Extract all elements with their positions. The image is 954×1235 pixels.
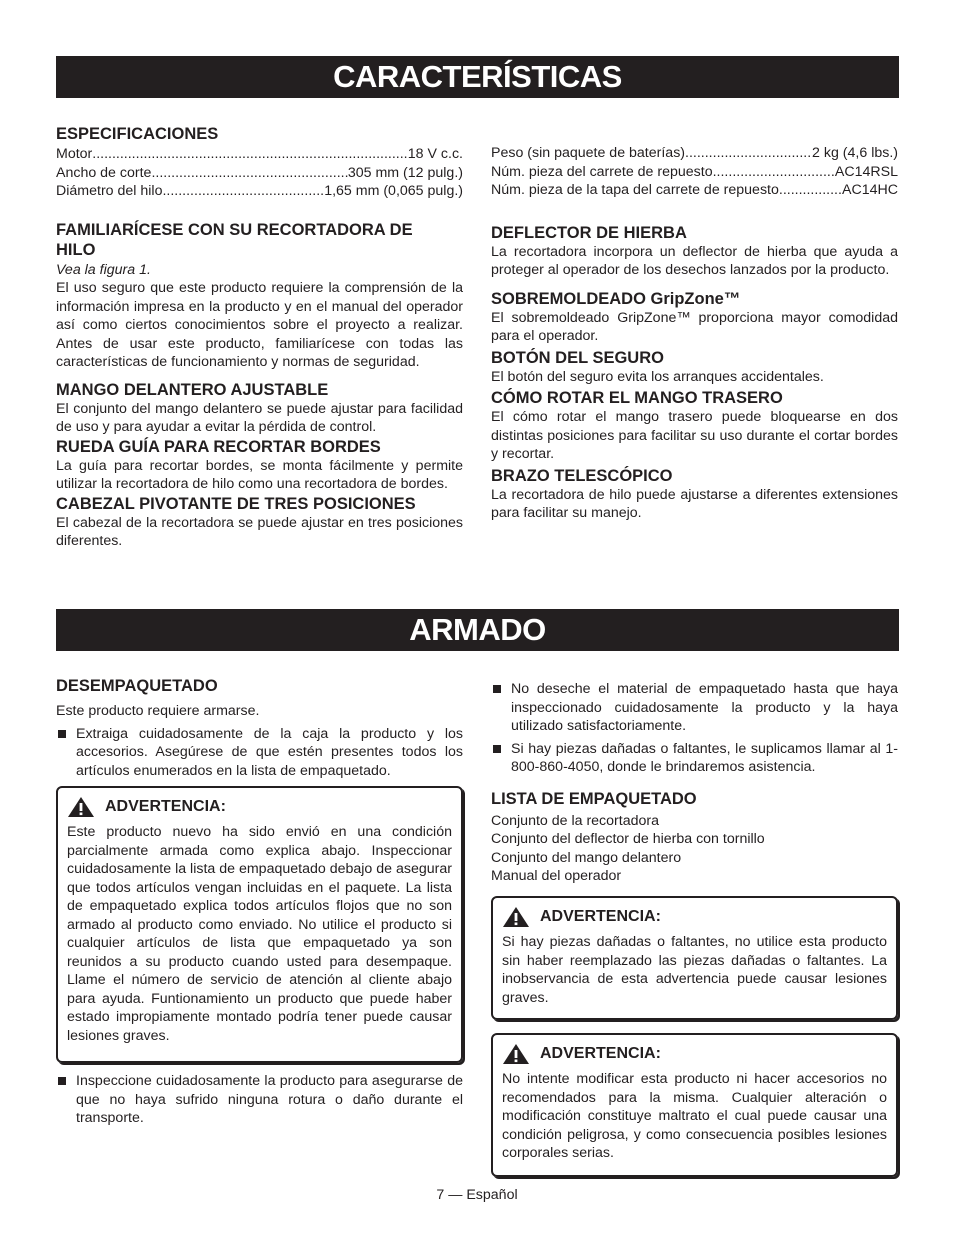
warning-body: No intente modificar esta producto ni hacer accesorios no recomendados para la misma. Cualquier alteración o modificación constituye maltrato el cual puede causar una condición peligrosa, y como consecuencia posibles lesiones corporales serias. [502, 1071, 887, 1161]
familiarice-heading: FAMILIARÍCESE CON SU RECORTADORA DE HILO [56, 220, 413, 259]
cabezal-heading: CABEZAL PIVOTANTE DE TRES POSICIONES [56, 494, 416, 513]
list-item: Conjunto del mango delantero [491, 849, 682, 866]
desempaquetado-intro: Este producto requiere armarse. [56, 703, 260, 719]
armado-right-column [491, 680, 898, 886]
spec-row: Ancho de corte ..... 305 mm (12 pulg.) [56, 164, 463, 183]
brazo-body: La recortadora de hilo puede ajustarse a diferentes extensiones para facilitar su manejo. [491, 486, 898, 521]
warning-title: ADVERTENCIA: [67, 796, 452, 818]
spec-row: Peso (sin paquete de baterías) ..... 2 kg (4,6 lbs.) [491, 144, 898, 163]
warning-title: ADVERTENCIA: [502, 1043, 887, 1065]
warning-box [56, 786, 463, 1063]
warning-body: Este producto nuevo ha sido envió en una condición parcialmente armada como explica abajo. Inspeccionar cuidadosamente la lista de empaquetado debajo de asegurar que todos artículos vengan incluidas en el paquete. La lista de empaquetado explica todos artículos flojos que no son armado al producto como enviado. No utilice el producto si cualquier artículos de lista que empaquetado ya son reunidos a su producto cuando usted para desempaque. Llame el número de servicio de atención al cliente abajo para ayuda. Funtionamiento un producto que puede haber estado impropiamente montado podría tener puede causar lesiones graves. [67, 824, 452, 1044]
warning-triangle-icon [502, 906, 530, 928]
warning-triangle-icon [502, 1043, 530, 1065]
list-item: Conjunto del deflector de hierba con tornillo [491, 831, 765, 847]
specs-list-right [491, 144, 898, 200]
section-title-armado: ARMADO [56, 609, 899, 651]
bullet-square-icon [493, 685, 501, 693]
spec-row: Diámetro del hilo ..... 1,65 mm (0,065 pulg.) [56, 182, 463, 201]
lista-heading: LISTA DE EMPAQUETADO [491, 789, 697, 808]
list-item: Conjunto de la recortadora [491, 812, 659, 829]
desempaquetado-heading: DESEMPAQUETADO [56, 677, 218, 695]
bullet-item: Inspeccione cuidadosamente la producto para asegurarse de que no haya sufrido ninguna rotura o daño durante el transporte. [56, 1072, 463, 1128]
warning-triangle-icon [67, 796, 95, 818]
brazo-heading: BRAZO TELESCÓPICO [491, 466, 673, 485]
bullet-item: No deseche el material de empaquetado hasta que haya inspeccionado cuidadosamente la producto y la haya utilizado satisfactoriamente. [491, 680, 898, 736]
mango-heading: MANGO DELANTERO AJUSTABLE [56, 380, 329, 399]
warning-body: Si hay piezas dañadas o faltantes, no utilice esta producto sin haber reemplazado las piezas dañadas o faltantes. La inobservancia de esta advertencia puede causar lesiones graves. [502, 934, 887, 1006]
armado-left-column [56, 676, 463, 780]
specs-list-left [56, 145, 463, 201]
warning-box [491, 896, 898, 1020]
figure-reference: Vea la figura 1. [56, 261, 151, 278]
boton-body: El botón del seguro evita los arranques accidentales. [491, 368, 824, 385]
packing-list [491, 812, 898, 886]
bullet-square-icon [58, 730, 66, 738]
bullet-square-icon [493, 745, 501, 753]
warning-title: ADVERTENCIA: [502, 906, 887, 928]
deflector-body: La recortadora incorpora un deflector de hierba que ayuda a proteger al operador de los desechos lanzados por la producto. [491, 243, 898, 278]
spec-row: Núm. pieza de la tapa del carrete de repuesto ..... AC14HC [491, 181, 898, 200]
rueda-body: La guía para recortar bordes, se monta fácilmente y permite utilizar la recortadora de hilo como una recortadora de bordes. [56, 457, 463, 492]
bullet-item: Extraiga cuidadosamente de la caja la producto y los accesorios. Asegúrese de que estén presentes todos los artículos enumerados en la lista de empaquetado. [56, 725, 463, 781]
rotar-heading: CÓMO ROTAR EL MANGO TRASERO [491, 389, 783, 407]
sobremoldeado-heading: SOBREMOLDEADO GripZone™ [491, 289, 741, 308]
warning-box [491, 1033, 898, 1177]
section-title-caracteristicas: CARACTERÍSTICAS [56, 56, 899, 98]
rueda-heading: RUEDA GUÍA PARA RECORTAR BORDES [56, 437, 381, 456]
mango-body: El conjunto del mango delantero se puede ajustar para facilidad de uso y para ayudar a evitar la pérdida de control. [56, 400, 463, 435]
spec-row: Motor ..... 18 V c.c. [56, 145, 463, 164]
familiarice-body: El uso seguro que este producto requiere la comprensión de la información impresa en la producto y en el manual del operador así como ciertos conocimientos sobre el proyecto a realizar. Antes de usar este producto, familiarícese con todas las características de funcionamiento y normas de seguridad. [56, 280, 463, 370]
page-number: 7 — Español [436, 1187, 518, 1203]
bullet-item: Si hay piezas dañadas o faltantes, le suplicamos llamar al 1-800-860-4050, donde le brindaremos asistencia. [491, 740, 898, 777]
caracteristicas-right-column [491, 144, 898, 523]
list-item: Manual del operador [491, 868, 622, 884]
sobremoldeado-body: El sobremoldeado GripZone™ proporciona mayor comodidad para el operador. [491, 309, 898, 344]
armado-left-bottom [56, 1072, 463, 1128]
cabezal-body: El cabezal de la recortadora se puede ajustar en tres posiciones diferentes. [56, 514, 463, 549]
caracteristicas-left-column [56, 124, 463, 551]
spec-row: Núm. pieza del carrete de repuesto ..... AC14RSL [491, 163, 898, 182]
deflector-heading: DEFLECTOR DE HIERBA [491, 223, 687, 242]
specs-heading: ESPECIFICACIONES [56, 125, 219, 143]
boton-heading: BOTÓN DEL SEGURO [491, 348, 664, 367]
bullet-square-icon [58, 1077, 66, 1085]
rotar-body: El cómo rotar el mango trasero puede bloquearse en dos distintas posiciones para facilitar su uso durante el cortar bordes y recortar. [491, 409, 898, 462]
